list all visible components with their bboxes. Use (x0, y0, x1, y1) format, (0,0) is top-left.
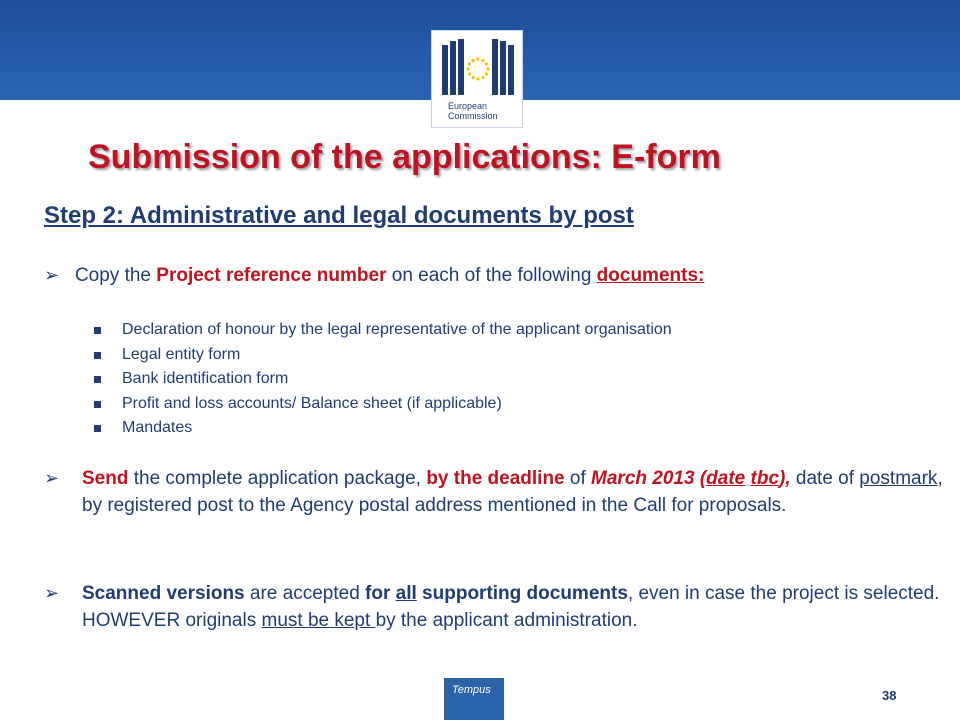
send-instruction: ➢ Send the complete application package, by the deadline of March 2013 (date tbc), date of postmark, by registered post to the Agency postal address mentioned in the Call for proposals. (44, 465, 960, 519)
list-item: Mandates (92, 416, 672, 441)
arrow-bullet-icon: ➢ (44, 265, 60, 285)
tempus-logo: Tempus (444, 678, 504, 720)
page-number: 38 (882, 688, 897, 703)
slide-title: Submission of the applications: E-form (88, 138, 721, 176)
list-item: Bank identification form (92, 367, 672, 392)
copy-instruction: ➢ Copy the Project reference number on each of the following documents: (44, 265, 705, 286)
commission-building-icon (438, 37, 518, 99)
list-item: Profit and loss accounts/ Balance sheet (if applicable) (92, 392, 672, 417)
list-item: Legal entity form (92, 343, 672, 368)
list-item: Declaration of honour by the legal representative of the applicant organisation (92, 318, 672, 343)
documents-list (92, 318, 672, 441)
scan-instruction: ➢ Scanned versions are accepted for all supporting documents, even in case the project is selected. HOWEVER originals must be kept by the applicant administration. (44, 580, 960, 634)
logo-text: European Commission (448, 101, 498, 121)
step-heading: Step 2: Administrative and legal documents by post (44, 202, 634, 229)
arrow-bullet-icon: ➢ (44, 468, 60, 488)
european-commission-logo (431, 30, 523, 128)
arrow-bullet-icon: ➢ (44, 583, 60, 603)
